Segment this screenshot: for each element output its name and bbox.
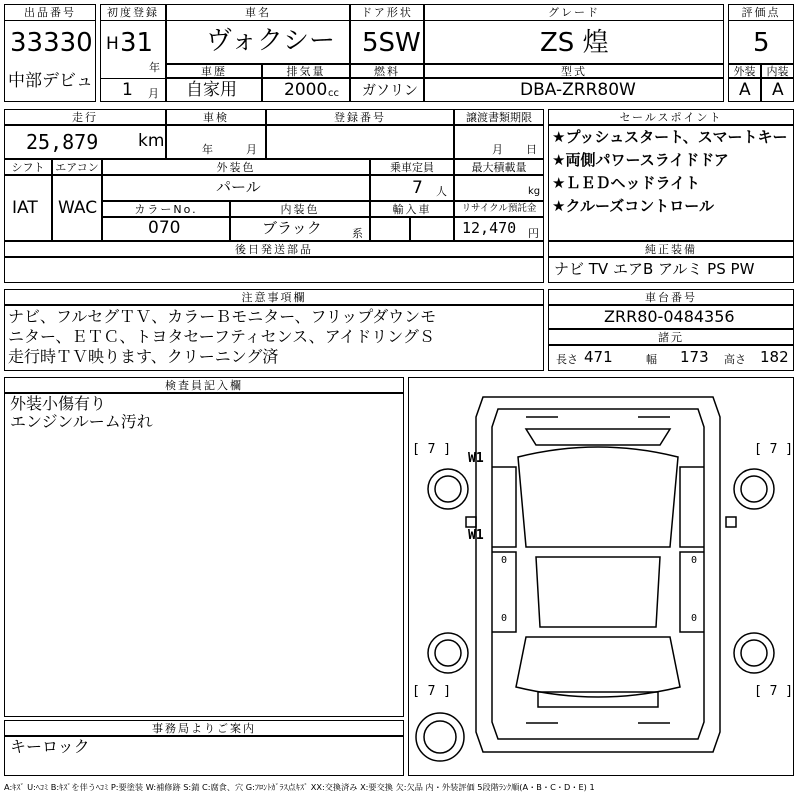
chassis-number: ZRR80-0484356 xyxy=(604,307,735,326)
era: H xyxy=(106,34,119,54)
mileage-header: 走行 xyxy=(4,109,166,125)
sales-points-header: セールスポイント xyxy=(548,109,794,125)
recycle-unit: 円 xyxy=(528,227,539,240)
capacity: 7 xyxy=(412,178,423,198)
sales-point-item: ★両側パワースライドドア xyxy=(552,151,729,169)
grade: ZS 煌 xyxy=(540,28,609,58)
sales-point-item: ★プッシュスタート、スマートキー xyxy=(552,128,788,146)
damage-mark: W1 xyxy=(468,528,484,543)
registration-year: 31 xyxy=(120,28,154,58)
displacement: 2000 xyxy=(284,80,328,100)
rear-section xyxy=(516,637,680,697)
tire-mark: [ 7 ] xyxy=(754,442,794,457)
office-note: キーロック xyxy=(10,737,90,756)
notes-line: ナビ、フルセグＴＶ、カラーＢモニター、フリップダウンモ xyxy=(8,307,437,326)
inspector-box xyxy=(4,393,404,717)
max-load-header: 最大積載量 xyxy=(454,159,544,175)
registration-month: 1 xyxy=(122,80,133,100)
ext-grade-header: 外装 xyxy=(728,64,761,78)
shift: IAT xyxy=(12,198,38,218)
import-header: 輸入車 xyxy=(370,201,454,217)
color-no: 070 xyxy=(148,218,181,238)
inspector-line: 外装小傷有り xyxy=(10,394,107,413)
reg-number-header: 登録番号 xyxy=(266,109,454,125)
inspection-year-unit: 年 xyxy=(202,143,213,156)
fuel: ガソリン xyxy=(362,83,418,99)
history: 自家用 xyxy=(186,80,237,100)
ext-grade: A xyxy=(739,80,751,100)
car-name: ヴォクシー xyxy=(206,26,335,56)
lot-number-header: 出品番号 xyxy=(4,4,96,21)
spare-tire-icon xyxy=(416,713,464,761)
model: DBA-ZRR80W xyxy=(520,80,636,100)
sales-point-item: ★クルーズコントロール xyxy=(552,197,714,215)
office-header: 事務局よりご案内 xyxy=(4,720,404,736)
equipment: ナビ TV エアB アルミ PS PW xyxy=(554,260,755,278)
year-unit: 年 xyxy=(149,61,160,74)
tire-rear-right-icon xyxy=(734,633,774,673)
int-color: ブラック xyxy=(262,219,322,237)
grade-header: グレード xyxy=(424,4,724,21)
max-load-unit: kg xyxy=(528,186,541,197)
ext-color-header: 外装色 xyxy=(102,159,370,175)
mileage: 25,879 xyxy=(26,130,99,154)
height-value: 182 xyxy=(760,348,789,366)
recycle-header: リサイクル預託金 xyxy=(454,201,544,217)
tire-mark: [ 7 ] xyxy=(754,684,794,699)
tire-front-right-icon xyxy=(734,469,774,509)
transfer-deadline-header: 譲渡書類期限 xyxy=(454,109,544,125)
legend: A:ｷｽﾞ U:ﾍｺﾐ B:ｷｽﾞを伴うﾍｺﾐ P:要塗装 W:補修跡 S:錆 C:腐食、穴 G:ﾌﾛﾝﾄｶﾞﾗｽ点ｷｽﾞ XX:交換済み X:要交換 欠:欠品 内・外装評価 5段階ﾗﾝｸ順(A・B・C・D・E) 1 xyxy=(4,782,595,792)
int-color-header: 内装色 xyxy=(230,201,370,217)
debut-label: 中部デビュ xyxy=(8,71,93,91)
damage-mark: 0 xyxy=(501,613,508,624)
score-header: 評価点 xyxy=(728,4,794,21)
tire-mark: [ 7 ] xyxy=(412,684,452,699)
sales-point-item: ★ＬＥＤヘッドライト xyxy=(552,174,700,192)
int-color-suffix: 系 xyxy=(352,227,363,240)
ext-color: パール xyxy=(216,178,261,196)
height-label: 高さ xyxy=(724,353,746,366)
door-type: 5SW xyxy=(362,28,421,58)
damage-mark: 0 xyxy=(691,555,698,566)
equipment-header: 純正装備 xyxy=(548,241,794,257)
inspection-month-unit: 月 xyxy=(246,143,257,156)
later-parts-header: 後日発送部品 xyxy=(4,241,544,257)
width-value: 173 xyxy=(680,348,709,366)
shift-header: シフト xyxy=(4,159,52,175)
displacement-header: 排気量 xyxy=(262,64,350,78)
damage-mark: 0 xyxy=(501,555,508,566)
length-label: 長さ xyxy=(556,353,578,366)
first-registration-header: 初度登録 xyxy=(100,4,166,21)
tire-front-left-icon xyxy=(428,469,468,509)
capacity-header: 乗車定員 xyxy=(370,159,454,175)
width-label: 幅 xyxy=(646,353,657,366)
dimensions-header: 諸元 xyxy=(548,329,794,345)
chassis-header: 車台番号 xyxy=(548,289,794,305)
ac: WAC xyxy=(58,198,98,218)
left-front-door xyxy=(492,467,516,547)
damage-mark: W1 xyxy=(468,451,484,466)
tire-mark: [ 7 ] xyxy=(412,442,452,457)
ac-header: エアコン xyxy=(52,159,102,175)
right-front-door xyxy=(680,467,704,547)
notes-line: ニター、ＥＴＣ、トヨタセーフティセンス、アイドリングＳ xyxy=(8,327,435,346)
mileage-unit: km xyxy=(138,131,165,151)
cabin-center xyxy=(536,557,660,627)
inspection-header: 車検 xyxy=(166,109,266,125)
displacement-unit: cc xyxy=(328,88,339,99)
fuel-header: 燃料 xyxy=(350,64,424,78)
score: 5 xyxy=(753,28,770,58)
int-grade: A xyxy=(772,80,784,100)
roof-section xyxy=(518,447,678,547)
door-header: ドア形状 xyxy=(350,4,424,21)
car-name-header: 車名 xyxy=(166,4,350,21)
import-cell-b xyxy=(410,217,454,241)
lot-number: 33330 xyxy=(10,28,93,58)
history-header: 車歴 xyxy=(166,64,262,78)
length-value: 471 xyxy=(584,348,613,366)
int-grade-header: 内装 xyxy=(761,64,794,78)
car-damage-diagram xyxy=(408,377,794,776)
transfer-month-unit: 月 xyxy=(492,143,503,156)
capacity-unit: 人 xyxy=(436,185,447,198)
notes-line: 走行時ＴＶ映ります、クリーニング済 xyxy=(8,347,279,366)
inspector-line: エンジンルーム汚れ xyxy=(10,412,153,431)
recycle-fee: 12,470 xyxy=(462,219,517,237)
month-unit: 月 xyxy=(148,87,159,100)
car-body-outline xyxy=(476,397,720,752)
front-windshield xyxy=(526,429,670,445)
reg-number-cell xyxy=(266,125,454,159)
notes-header: 注意事項欄 xyxy=(4,289,544,305)
damage-mark: 0 xyxy=(691,613,698,624)
inspector-header: 検査員記入欄 xyxy=(4,377,404,393)
color-no-header: カラーNo. xyxy=(102,201,230,217)
import-cell-a xyxy=(370,217,410,241)
transfer-day-unit: 日 xyxy=(526,143,537,156)
tire-rear-left-icon xyxy=(428,633,468,673)
later-parts-cell xyxy=(4,257,544,283)
model-header: 型式 xyxy=(424,64,724,78)
